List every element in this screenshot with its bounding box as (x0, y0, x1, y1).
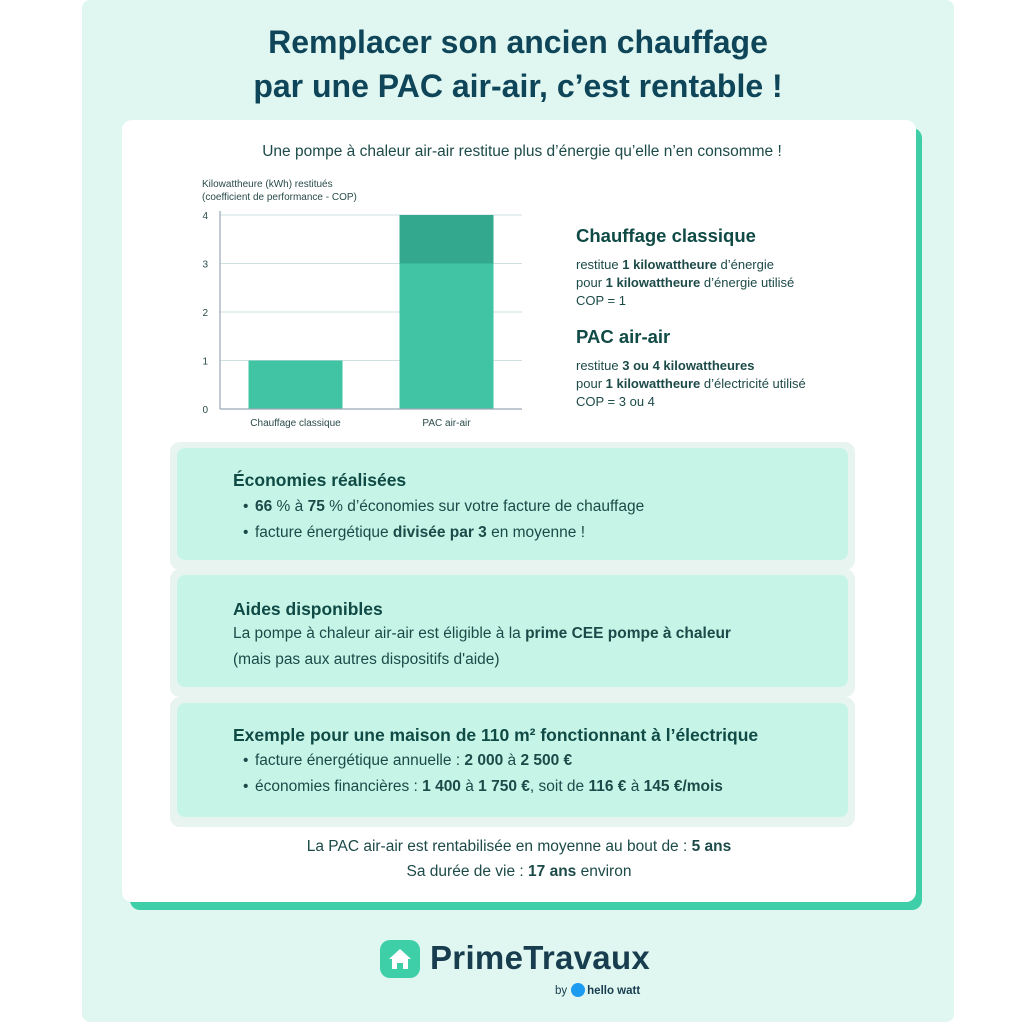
bar-1 (400, 264, 494, 410)
exemple-list (233, 748, 723, 800)
brand-name: PrimeTravaux (430, 939, 651, 976)
x-tick-label-1: PAC air-air (422, 418, 471, 429)
exemple-item-1: • facture énergétique annuelle : 2 000 à 2 500 € (233, 748, 723, 774)
bar-0 (249, 361, 343, 410)
exemple-title: Exemple pour une maison de 110 m² fonctionnant à l’électrique (233, 725, 759, 745)
aides-box (177, 575, 848, 687)
aides-title: Aides disponibles (233, 599, 383, 619)
explain-pac-line-2: pour 1 kilowattheure d’électricité utilisé (576, 376, 806, 391)
title-line-1: Remplacer son ancien chauffage (268, 24, 768, 60)
explain-classique-line-2: pour 1 kilowattheure d’énergie utilisé (576, 275, 795, 290)
economies-item-1: • 66 % à 75 % d’économies sur votre facture de chauffage (233, 494, 644, 520)
economies-title: Économies réalisées (233, 470, 407, 490)
exemple-box (177, 703, 848, 817)
explain-classique-line-1: restitue 1 kilowattheure d’énergie (576, 257, 774, 272)
title-line-2: par une PAC air-air, c’est rentable ! (253, 68, 783, 104)
hello-watt-logo-icon (571, 983, 585, 997)
brand-byline: by hello watt (555, 985, 641, 997)
page-title (82, 20, 954, 108)
y-axis-title-line-1: Kilowattheure (kWh) restitués (202, 179, 333, 190)
economies-box (177, 448, 848, 560)
rentabilite-text: La PAC air-air est rentabilisée en moyenne au bout de : 5 ans (306, 838, 732, 855)
y-tick-label-1: 1 (202, 356, 208, 368)
explain-pac-line-3: COP = 3 ou 4 (576, 394, 655, 409)
intro-text: Une pompe à chaleur air-air restitue plus d’énergie qu’elle n’en consomme ! (262, 143, 782, 160)
explain-classique-title: Chauffage classique (576, 225, 756, 246)
explain-pac (576, 325, 806, 411)
y-axis-title-line-2: (coefficient de performance - COP) (202, 192, 357, 203)
y-tick-label-3: 3 (202, 259, 208, 271)
house-logo-icon (380, 938, 420, 978)
explain-classique (576, 224, 794, 310)
aides-line-1: La pompe à chaleur air-air est éligible à la prime CEE pompe à chaleur (233, 625, 731, 642)
exemple-item-2: • économies financières : 1 400 à 1 750 €, soit de 116 € à 145 €/mois (233, 774, 723, 800)
y-axis-title (202, 178, 357, 204)
explain-pac-line-1: restitue 3 ou 4 kilowattheures (576, 358, 755, 373)
x-tick-label-0: Chauffage classique (250, 418, 341, 429)
duree-vie-text: Sa durée de vie : 17 ans environ (406, 863, 632, 880)
aides-line-2: (mais pas aux autres dispositifs d'aide) (233, 651, 500, 668)
bar-range-1 (400, 215, 494, 264)
y-tick-label-4: 4 (202, 211, 208, 222)
y-tick-label-0: 0 (202, 405, 208, 416)
cop-bar-chart (196, 205, 536, 430)
explain-pac-title: PAC air-air (576, 326, 671, 347)
economies-list (233, 494, 644, 546)
y-tick-label-2: 2 (202, 308, 208, 319)
explain-classique-line-3: COP = 1 (576, 293, 626, 308)
economies-item-2: • facture énergétique divisée par 3 en moyenne ! (233, 520, 644, 546)
